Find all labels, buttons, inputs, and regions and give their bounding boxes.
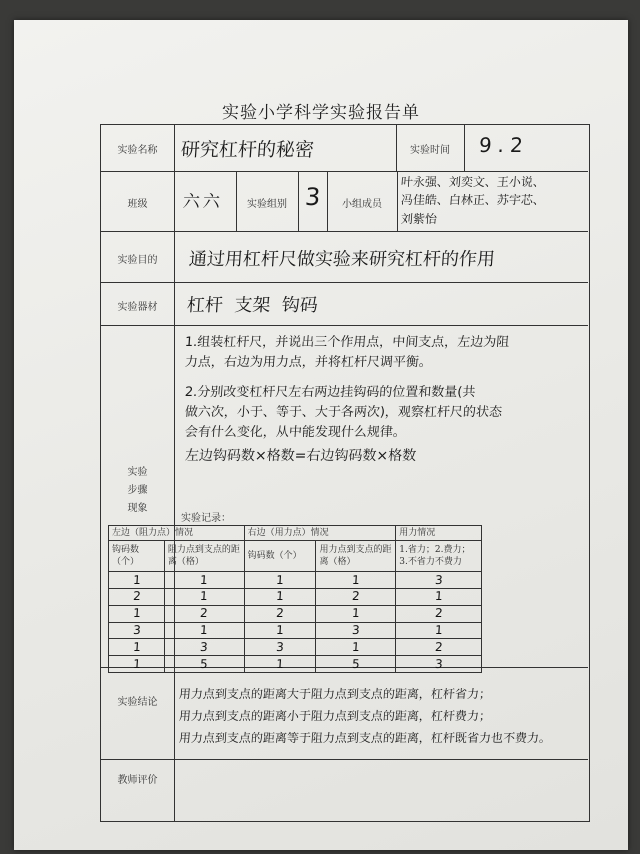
teacher-label: 教师评价 [117, 775, 158, 786]
steps-line-1: 1.组装杠杆尺，并说出三个作用点，中间支点，左边为阻 [184, 335, 510, 350]
table-cell: 3 [244, 639, 317, 656]
name-label: 实验名称 [117, 145, 158, 156]
table-cell: 5 [164, 656, 245, 673]
members-label: 小组成员 [342, 199, 382, 210]
table-cell: 1 [164, 588, 245, 605]
table-cell: 2 [164, 605, 245, 622]
table-row [109, 622, 482, 639]
header-left-distance: 阻力点到支点的距离（格） [164, 540, 244, 572]
name-value: 研究杠杆的秘密 [180, 139, 315, 161]
header-right-distance: 用力点到支点的距离（格） [316, 540, 396, 572]
table-cell: 1 [244, 622, 317, 639]
table-cell: 1 [108, 605, 165, 622]
table-cell: 2 [395, 605, 482, 622]
members-line-1: 叶永强、刘奕文、王小说、 [400, 175, 546, 189]
table-cell: 1 [244, 656, 317, 673]
members-line-3: 刘紫怡 [400, 212, 438, 226]
table-cell: 3 [164, 639, 245, 656]
table-cell: 2 [108, 588, 165, 605]
table-cell: 2 [244, 605, 317, 622]
table-cell: 1 [395, 588, 482, 605]
table-cell: 3 [315, 622, 396, 639]
table-cell: 5 [315, 656, 396, 673]
table-cell: 1 [315, 639, 396, 656]
table-cell: 3 [108, 622, 165, 639]
table-row [109, 639, 482, 656]
table-cell: 1 [244, 588, 317, 605]
steps-line-5: 会有什么变化，从中能发现什么规律。 [184, 425, 407, 440]
header-force-group: 用力情况 [396, 526, 482, 541]
steps-label-1: 实验 [127, 467, 148, 478]
class-label: 班级 [127, 199, 148, 210]
table-cell: 1 [108, 572, 165, 589]
conclusion-label: 实验结论 [117, 697, 158, 708]
equipment-label: 实验器材 [117, 302, 158, 313]
table-row [109, 588, 482, 605]
header-right-group: 右边（用力点）情况 [244, 526, 396, 541]
table-cell: 3 [395, 572, 482, 589]
group-label: 实验组别 [247, 199, 287, 210]
steps-line-4: 做六次，小于、等于、大于各两次)，观察杠杆尺的状态 [184, 405, 503, 420]
table-cell: 1 [108, 656, 165, 673]
conclusion-line-3: 用力点到支点的距离等于阻力点到支点的距离，杠杆既省力也不费力。 [178, 731, 552, 745]
table-cell: 1 [164, 622, 245, 639]
conclusion-line-2: 用力点到支点的距离小于阻力点到支点的距离，杠杆费力； [178, 709, 492, 723]
members-line-2: 冯佳皓、白林正、苏宇芯、 [400, 193, 546, 207]
report-paper [14, 20, 628, 850]
table-row [109, 656, 482, 673]
table-cell: 1 [395, 622, 482, 639]
conclusion-line-1: 用力点到支点的距离大于阻力点到支点的距离，杠杆省力； [178, 687, 492, 701]
time-label: 实验时间 [410, 145, 450, 156]
table-cell: 1 [244, 572, 317, 589]
header-right-count: 钩码数（个） [244, 540, 316, 572]
group-value: 3 [304, 183, 322, 211]
purpose-value: 通过用杠杆尺做实验来研究杠杆的作用 [188, 249, 496, 270]
purpose-label: 实验目的 [117, 255, 158, 266]
table-row [109, 572, 482, 589]
equipment-value: 杠杆 支架 钩码 [186, 295, 319, 316]
table-cell: 1 [315, 605, 396, 622]
table-cell: 3 [395, 656, 482, 673]
table-row [109, 605, 482, 622]
record-table [108, 525, 482, 673]
table-cell: 2 [315, 588, 396, 605]
time-value: 9.2 [478, 133, 530, 157]
header-force-options: 1.省力；2.费力；3.不省力不费力 [396, 540, 482, 572]
steps-line-3: 2.分别改变杠杆尺左右两边挂钩码的位置和数量(共 [184, 385, 476, 400]
report-form [100, 124, 590, 822]
header-left-count: 钩码数（个） [109, 540, 165, 572]
table-cell: 1 [108, 639, 165, 656]
report-title: 实验小学科学实验报告单 [222, 103, 420, 123]
steps-line-6: 左边钩码数×格数=右边钩码数×格数 [184, 448, 417, 464]
steps-label-3: 现象 [127, 503, 148, 514]
header-left-group: 左边（阻力点）情况 [109, 526, 245, 541]
record-label: 实验记录： [181, 513, 231, 524]
table-cell: 2 [395, 639, 482, 656]
class-value: 六六 [182, 192, 224, 212]
steps-label-2: 步骤 [127, 485, 148, 496]
table-cell: 1 [315, 572, 396, 589]
table-cell: 1 [164, 572, 245, 589]
steps-line-2: 力点，右边为用力点，并将杠杆尺调平衡。 [184, 355, 433, 370]
